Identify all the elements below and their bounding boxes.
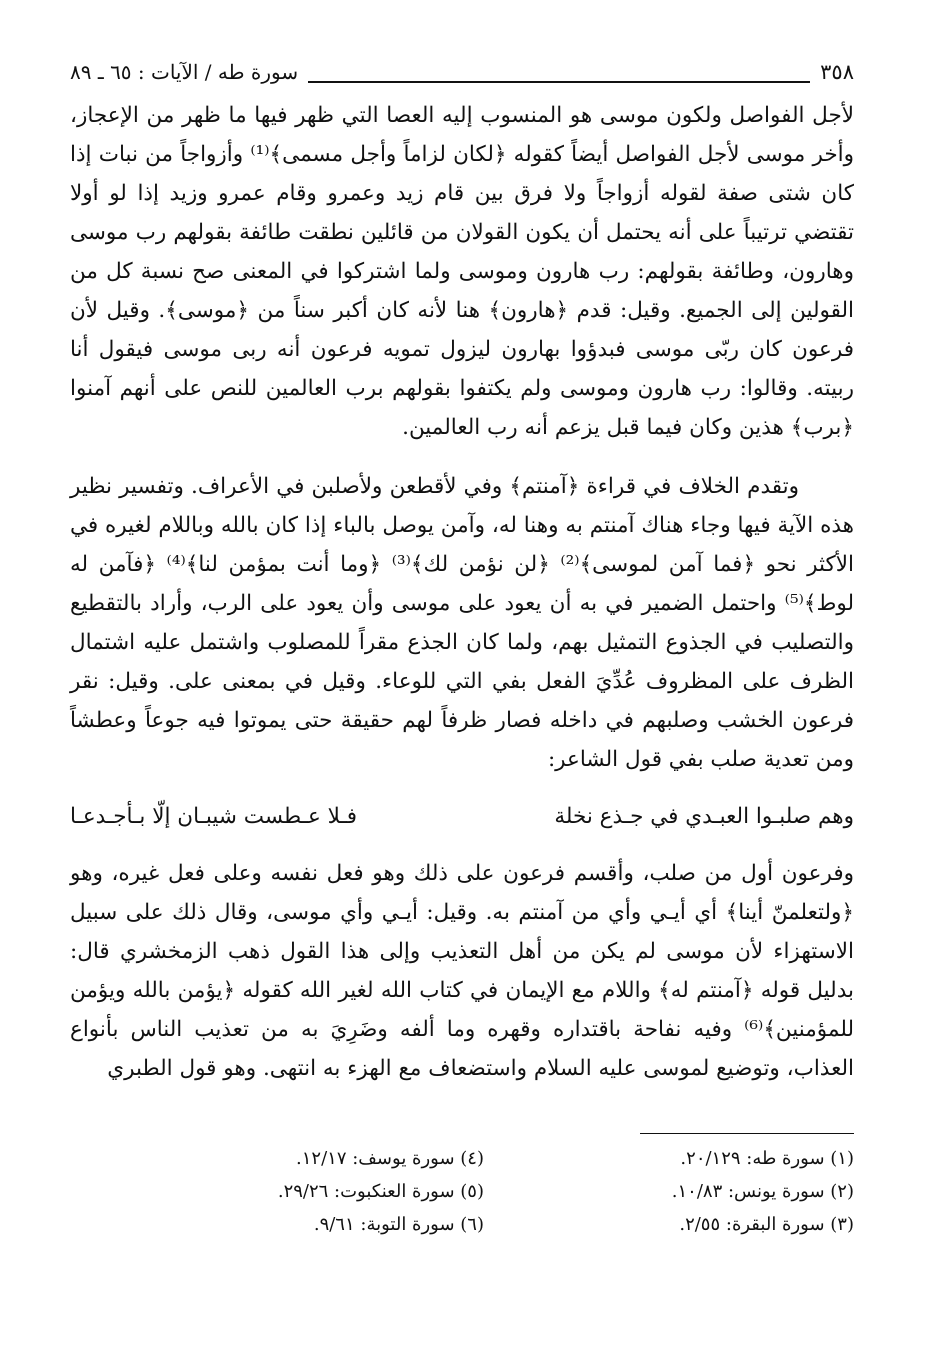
surah-reference: سورة طه / الآيات : ٦٥ ـ ٨٩ bbox=[70, 60, 299, 84]
paragraph-2: وتقدم الخلاف في قراءة ﴿آمنتم﴾ وفي لأقطعن ولأصلبن في الأعراف. وتفسير نظير هذه الآية فيها وجاء هناك آمنتم به وهنا له، وآمن يوصل بالباء إذا كان بالله وباللام لغيره في الأكثر نحو ﴿فما آمن لموسى﴾⁽²⁾ ﴿لن نؤمن لك﴾⁽³⁾ ﴿وما أنت بمؤمن لنا﴾⁽⁴⁾ ﴿فآمن له لوط﴾⁽⁵⁾ واحتمل الضمير في به أن يعود على موسى وأن يعود على الرب، وأراد بالتقطيع والتصليب في الجذوع التمثيل بهم، ولما كان الجذع مقراً للمصلوب واشتمل عليه اشتمال الظرف على المظروف عُدِّيَ الفعل بفي التي للوعاء. وقيل في بمعنى على. وقيل: نقر فرعون الخشب وصلبهم في داخله فصار ظرفاً لهم حقيقة حتى يموتوا فيه جوعاً وعطشاً ومن تعدية صلب بفي قول الشاعر: bbox=[70, 474, 854, 772]
footnote-1: (١) سورة طه: ٢٠/١٢٩. bbox=[680, 1148, 854, 1169]
paragraph-1: لأجل الفواصل ولكون موسى هو المنسوب إليه العصا التي ظهر فيها ما ظهر من الإعجاز، وأخر موسى لأجل الفواصل أيضاً كقوله ﴿لكان لزاماً وأجل مسمى﴾⁽¹⁾ وأزواجاً من نبات إذا كان شتى صفة لقوله أزواجاً ولا فرق بين قام زيد وعمرو وقام عمرو وزيد إذا لو أولا تقتضي ترتيباً على أنه يحتمل أن يكون القولان من قائلين نطقت طائفة بقولهم رب موسى وهارون، وطائفة بقولهم: رب هارون وموسى ولما اشتركوا في المعنى صح نسبة كل من القولين إلى الجميع. وقيل: قدم ﴿هارون﴾ هنا لأنه كان أكبر سناً من ﴿موسى﴾. وقيل لأن فرعون كان ربّى موسى فبدؤوا بهارون ليزول تمويه فرعون أنه ربى موسى فيقول أنا ربيته. وقالوا: رب هارون وموسى ولم يكتفوا بقولهم برب العالمين للنص على أنهم آمنوا ﴿برب﴾ هذين وكان فيما قبل يزعم أنه رب العالمين. bbox=[70, 103, 854, 440]
footnote-4: (٤) سورة يوسف: ١٢/١٧. bbox=[296, 1148, 484, 1169]
main-text bbox=[70, 96, 854, 1088]
footnote-5: (٥) سورة العنكبوت: ٢٩/٢٦. bbox=[277, 1181, 484, 1202]
footnote-3: (٣) سورة البقرة: ٢/٥٥. bbox=[679, 1214, 854, 1235]
page-number: ٣٥٨ bbox=[820, 60, 854, 84]
paragraph-3: وفرعون أول من صلب، وأقسم فرعون على ذلك وهو فعل نفسه وعلى فعل غيره، وهو ﴿ولتعلمنّ أينا﴾ أي أيـي وأي من آمنتم به. وقيل: أيـي وأي موسى، وقال ذلك على سبيل الاستهزاء لأن موسى لم يكن من أهل التعذيب وإلى هذا القول ذهب الزمخشري قال: بدليل قوله ﴿آمنتم له﴾ واللام مع الإيمان في كتاب الله لغير الله كقوله ﴿يؤمن بالله ويؤمن للمؤمنين﴾⁽⁶⁾ وفيه نفاحة باقتداره وقهره وما ألفه وضَرِيَ به من تعذيب الناس بأنواع العذاب، وتوضيع لموسى عليه السلام واستضعاف مع الهزء به انتهى. وهو قول الطبري bbox=[70, 861, 854, 1081]
poem-hemistich-2: فـلا عـطست شيبـان إلّا بـأجـدعـا bbox=[70, 804, 358, 829]
footnotes bbox=[200, 1142, 854, 1241]
footnote-6: (٦) سورة التوبة: ٩/٦١. bbox=[313, 1214, 484, 1235]
footnote-2: (٢) سورة يونس: ١٠/٨٣. bbox=[671, 1181, 854, 1202]
poem-verse bbox=[70, 797, 854, 836]
header-rule bbox=[308, 81, 810, 83]
page-header bbox=[70, 55, 854, 89]
footnotes-column-left bbox=[204, 1142, 484, 1241]
footnotes-column-right bbox=[574, 1142, 854, 1241]
poem-hemistich-1: وهم صلبـوا العبـدي في جـذع نخلة bbox=[554, 804, 854, 829]
footnote-divider bbox=[640, 1133, 854, 1134]
